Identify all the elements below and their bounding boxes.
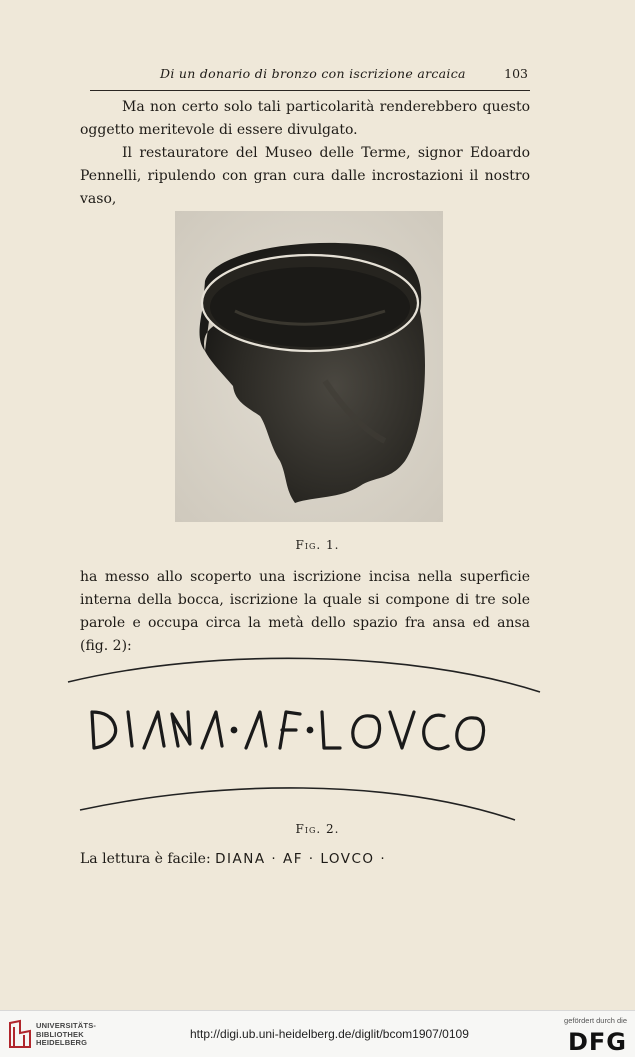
paragraph-3: ha messo allo scoperto una iscrizione incisa nella superficie interna della bocca, iscrizione la quale si compone di tre sole parole e occupa circa la metà dello spazio fra ansa ed ansa (fig. 2): [80, 569, 530, 654]
library-name-line-1: UNIVERSITÄTS- [36, 1021, 97, 1030]
library-logo-icon [8, 1019, 32, 1049]
inscription-drawing [60, 650, 560, 830]
dfg-logo: DFG [567, 1028, 627, 1056]
library-name-line-2: BIBLIOTHEK [36, 1029, 84, 1039]
paragraph-2: Il restauratore del Museo delle Terme, signor Edoardo Pennelli, ripulendo con gran cura dalle incrostazioni il nostro vaso, [80, 145, 530, 207]
running-header [90, 58, 530, 91]
footer-bar [0, 1010, 635, 1057]
funding-note: gefördert durch die [564, 1016, 627, 1025]
reading-prefix: La lettura è facile: [80, 851, 211, 867]
vase-photograph [175, 211, 443, 522]
reading-text: DIANA · AF · LOVCO · [215, 851, 387, 867]
page-number: 103 [504, 66, 528, 81]
inscription-letters [92, 712, 484, 749]
figure-2-caption: Fig. 2. [295, 822, 340, 836]
upper-rim-line [68, 658, 540, 692]
inscription-text: DIANA·AF·LOVCO [60, 650, 70, 651]
paragraph-1: Ma non certo solo tali particolarità renderebbero questo oggetto meritevole di essere divulgato. [80, 99, 530, 138]
bronze-vase-image [175, 211, 443, 522]
figure-1-caption: Fig. 1. [295, 538, 340, 552]
inscription-figure [60, 650, 560, 830]
reading-line [80, 851, 386, 867]
library-name [36, 1022, 96, 1048]
lower-rim-line [80, 788, 515, 820]
library-name-line-3: HEIDELBERG [36, 1038, 88, 1047]
permalink-url[interactable]: http://digi.ub.uni-heidelberg.de/diglit/bcom1907/0109 [190, 1027, 469, 1041]
running-title: Di un donario di bronzo con iscrizione arcaica [160, 66, 466, 81]
